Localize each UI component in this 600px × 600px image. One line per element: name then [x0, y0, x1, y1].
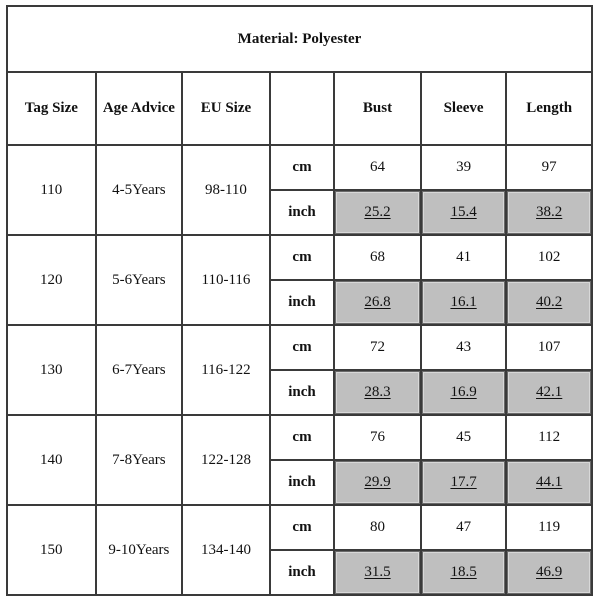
length-cm-cell: 97 [506, 145, 592, 190]
sleeve-inch-value: 15.4 [422, 191, 506, 234]
header-bust: Bust [334, 72, 421, 145]
age-advice-cell: 5-6Years [96, 235, 183, 325]
bust-cm-cell: 72 [334, 325, 421, 370]
bust-inch-cell [334, 550, 421, 595]
bust-inch-cell [334, 190, 421, 235]
eu-size-cell: 116-122 [182, 325, 270, 415]
sleeve-inch-value: 16.9 [422, 371, 506, 414]
sleeve-cm-cell: 47 [421, 505, 507, 550]
size-row-cm [7, 415, 592, 460]
length-inch-cell [506, 280, 592, 325]
eu-size-cell: 98-110 [182, 145, 270, 235]
tag-size-cell: 130 [7, 325, 96, 415]
unit-label-cm: cm [270, 145, 334, 190]
chart-title: Material: Polyester [7, 6, 592, 72]
eu-size-cell: 122-128 [182, 415, 270, 505]
bust-cm-cell: 76 [334, 415, 421, 460]
header-sleeve: Sleeve [421, 72, 507, 145]
unit-label-cm: cm [270, 415, 334, 460]
unit-label-inch: inch [270, 190, 334, 235]
sleeve-inch-cell [421, 280, 507, 325]
header-eu-size: EU Size [182, 72, 270, 145]
bust-inch-value: 29.9 [335, 461, 420, 504]
sleeve-inch-cell [421, 550, 507, 595]
sleeve-inch-value: 17.7 [422, 461, 506, 504]
header-age-advice: Age Advice [96, 72, 183, 145]
unit-label-cm: cm [270, 325, 334, 370]
length-inch-cell [506, 190, 592, 235]
bust-inch-value: 25.2 [335, 191, 420, 234]
sleeve-cm-cell: 43 [421, 325, 507, 370]
header-tag-size: Tag Size [7, 72, 96, 145]
header-row [7, 72, 592, 145]
eu-size-cell: 110-116 [182, 235, 270, 325]
length-inch-value: 44.1 [507, 461, 591, 504]
bust-inch-cell [334, 370, 421, 415]
size-chart [6, 5, 593, 594]
sleeve-cm-cell: 41 [421, 235, 507, 280]
bust-cm-cell: 68 [334, 235, 421, 280]
sleeve-inch-value: 16.1 [422, 281, 506, 324]
length-cm-cell: 107 [506, 325, 592, 370]
unit-label-inch: inch [270, 280, 334, 325]
bust-inch-cell [334, 460, 421, 505]
size-row-cm [7, 235, 592, 280]
bust-inch-value: 28.3 [335, 371, 420, 414]
sleeve-inch-cell [421, 190, 507, 235]
length-inch-value: 38.2 [507, 191, 591, 234]
age-advice-cell: 6-7Years [96, 325, 183, 415]
tag-size-cell: 120 [7, 235, 96, 325]
length-inch-value: 46.9 [507, 551, 591, 594]
length-inch-cell [506, 550, 592, 595]
bust-inch-value: 26.8 [335, 281, 420, 324]
length-cm-cell: 112 [506, 415, 592, 460]
sleeve-inch-cell [421, 370, 507, 415]
unit-label-inch: inch [270, 550, 334, 595]
unit-label-cm: cm [270, 235, 334, 280]
length-cm-cell: 102 [506, 235, 592, 280]
age-advice-cell: 9-10Years [96, 505, 183, 595]
bust-cm-cell: 64 [334, 145, 421, 190]
size-row-cm [7, 145, 592, 190]
sleeve-inch-cell [421, 460, 507, 505]
sleeve-cm-cell: 45 [421, 415, 507, 460]
length-inch-value: 42.1 [507, 371, 591, 414]
sleeve-cm-cell: 39 [421, 145, 507, 190]
length-inch-value: 40.2 [507, 281, 591, 324]
eu-size-cell: 134-140 [182, 505, 270, 595]
length-inch-cell [506, 370, 592, 415]
unit-label-inch: inch [270, 460, 334, 505]
header-length: Length [506, 72, 592, 145]
header-unit [270, 72, 334, 145]
bust-cm-cell: 80 [334, 505, 421, 550]
age-advice-cell: 4-5Years [96, 145, 183, 235]
length-cm-cell: 119 [506, 505, 592, 550]
bust-inch-value: 31.5 [335, 551, 420, 594]
size-row-cm [7, 505, 592, 550]
unit-label-inch: inch [270, 370, 334, 415]
age-advice-cell: 7-8Years [96, 415, 183, 505]
size-table [6, 5, 593, 596]
tag-size-cell: 150 [7, 505, 96, 595]
bust-inch-cell [334, 280, 421, 325]
size-row-cm [7, 325, 592, 370]
length-inch-cell [506, 460, 592, 505]
tag-size-cell: 110 [7, 145, 96, 235]
sleeve-inch-value: 18.5 [422, 551, 506, 594]
unit-label-cm: cm [270, 505, 334, 550]
tag-size-cell: 140 [7, 415, 96, 505]
